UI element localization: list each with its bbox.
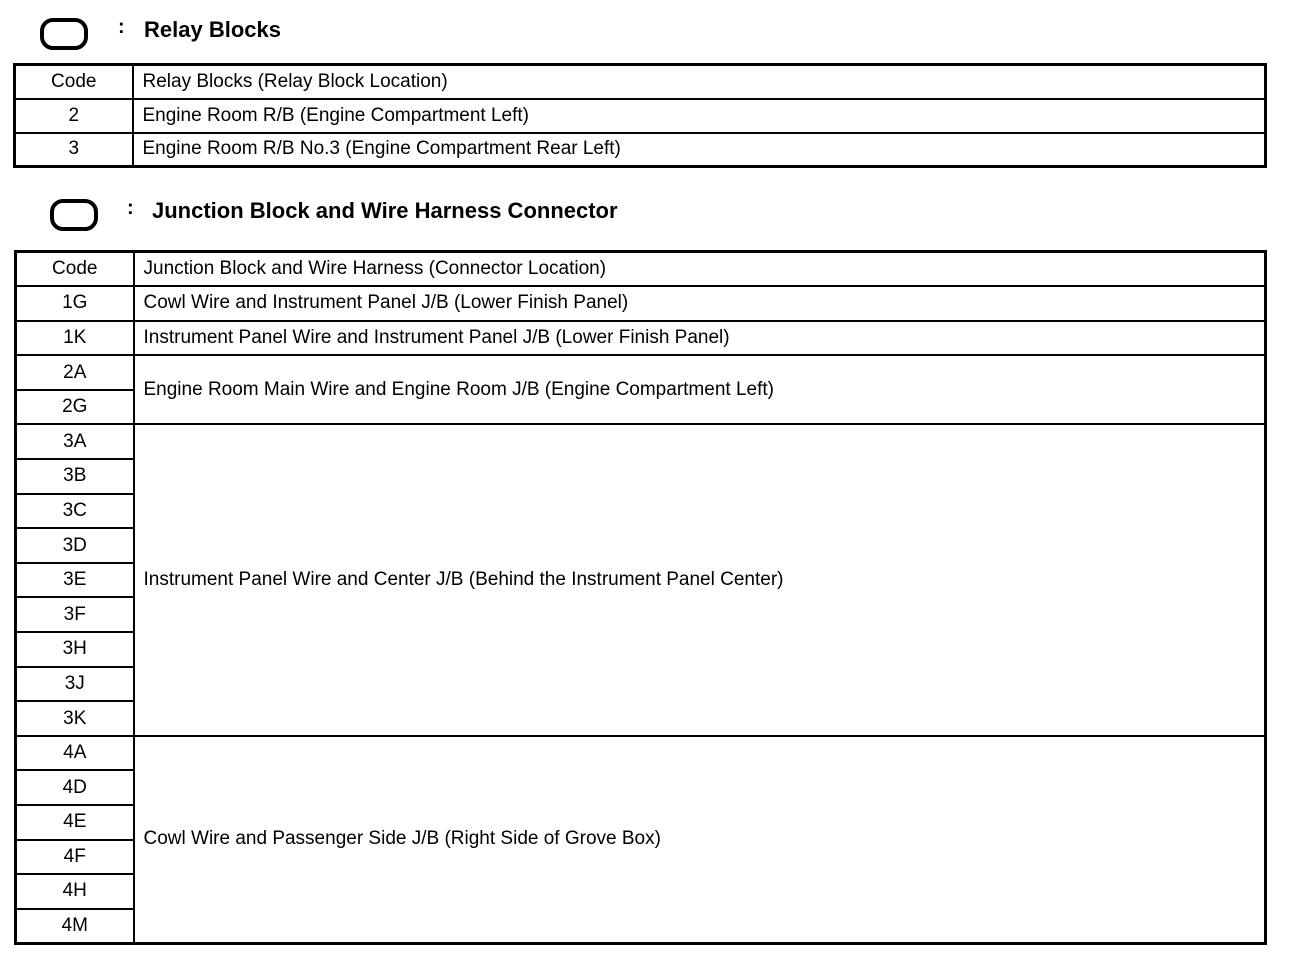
code-cell: 4F <box>16 840 134 875</box>
code-cell: 3A <box>16 424 134 459</box>
table-header-row <box>16 252 1266 287</box>
relay-blocks-heading <box>0 12 600 46</box>
location-cell: Cowl Wire and Instrument Panel J/B (Lower Finish Panel) <box>134 286 1266 321</box>
table-row <box>16 286 1266 321</box>
table-row <box>16 424 1266 459</box>
junction-heading <box>0 193 800 227</box>
code-cell: 4E <box>16 805 134 840</box>
location-cell: Engine Room Main Wire and Engine Room J/B (Engine Compartment Left) <box>134 355 1266 424</box>
code-cell: 3K <box>16 701 134 736</box>
code-cell: 1G <box>16 286 134 321</box>
code-cell: 4A <box>16 736 134 771</box>
code-cell: 2 <box>15 99 133 133</box>
code-cell: 1K <box>16 321 134 356</box>
location-cell: Engine Room R/B No.3 (Engine Compartment Rear Left) <box>133 133 1266 167</box>
junction-heading-colon: : <box>127 197 134 219</box>
table-row <box>16 321 1266 356</box>
code-cell: 3C <box>16 494 134 529</box>
code-header: Code <box>15 65 133 99</box>
table-row <box>15 99 1266 133</box>
location-header: Relay Blocks (Relay Block Location) <box>133 65 1266 99</box>
relay-blocks-table <box>13 63 1267 168</box>
table-header-row <box>15 65 1266 99</box>
code-cell: 4D <box>16 770 134 805</box>
location-cell: Engine Room R/B (Engine Compartment Left) <box>133 99 1266 133</box>
location-cell: Instrument Panel Wire and Center J/B (Behind the Instrument Panel Center) <box>134 424 1266 735</box>
code-cell: 3J <box>16 667 134 702</box>
table-row <box>16 355 1266 390</box>
junction-title: Junction Block and Wire Harness Connector <box>152 198 618 223</box>
location-cell: Instrument Panel Wire and Instrument Panel J/B (Lower Finish Panel) <box>134 321 1266 356</box>
table-row <box>16 736 1266 771</box>
code-cell: 2G <box>16 390 134 425</box>
code-cell: 4M <box>16 909 134 944</box>
code-cell: 3D <box>16 528 134 563</box>
code-cell: 3E <box>16 563 134 598</box>
junction-block-symbol-icon <box>50 199 98 231</box>
relay-blocks-title: Relay Blocks <box>144 17 281 42</box>
code-header: Code <box>16 252 134 287</box>
junction-table <box>14 250 1267 945</box>
relay-heading-colon: : <box>118 16 125 38</box>
location-cell: Cowl Wire and Passenger Side J/B (Right Side of Grove Box) <box>134 736 1266 944</box>
code-cell: 3B <box>16 459 134 494</box>
code-cell: 3F <box>16 597 134 632</box>
code-cell: 3 <box>15 133 133 167</box>
code-cell: 4H <box>16 874 134 909</box>
code-cell: 2A <box>16 355 134 390</box>
location-header: Junction Block and Wire Harness (Connector Location) <box>134 252 1266 287</box>
table-row <box>15 133 1266 167</box>
relay-block-symbol-icon <box>40 18 88 50</box>
code-cell: 3H <box>16 632 134 667</box>
